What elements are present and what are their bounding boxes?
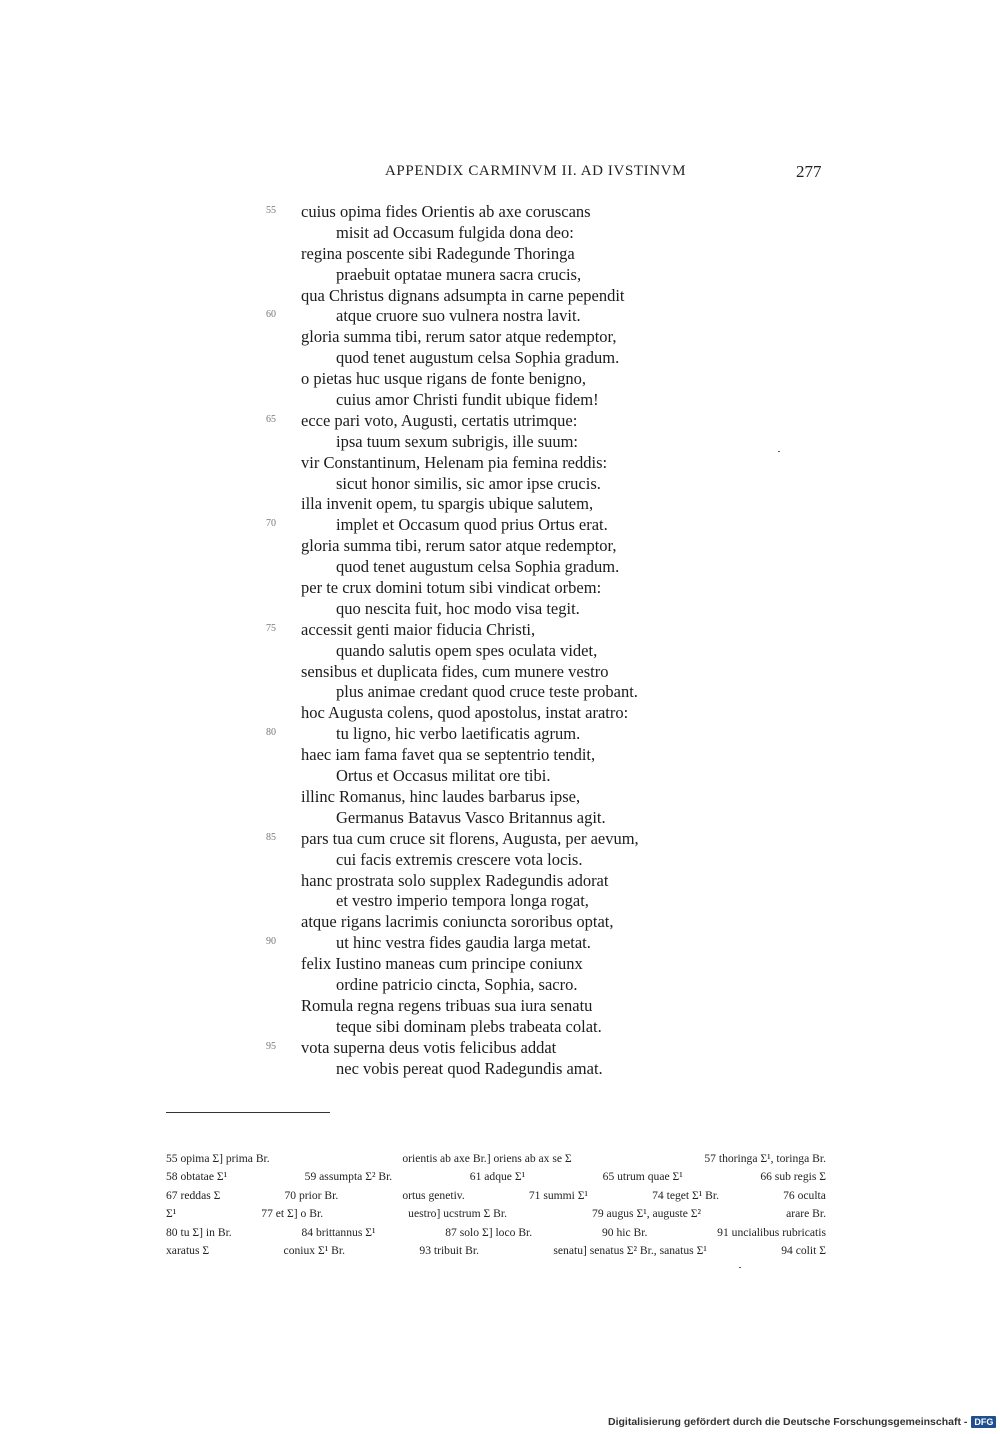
verse-text: vir Constantinum, Helenam pia femina reddis: [301, 452, 608, 472]
verse-text: gloria summa tibi, rerum sator atque redemptor, [301, 327, 617, 347]
verse-text: cuius opima fides Orientis ab axe coruscans [301, 202, 591, 221]
verse-line [0, 662, 1000, 683]
verse-line [0, 871, 1000, 892]
verse-text: plus animae credant quod cruce teste probant. [336, 682, 638, 702]
verse-line [0, 411, 1000, 432]
line-number: 65 [266, 413, 276, 425]
verse-line [0, 432, 1000, 453]
verse-line [0, 808, 1000, 829]
note-entry: 71 summi Σ¹ [528, 1188, 589, 1202]
scan-speck [778, 451, 780, 452]
verse-line [0, 453, 1000, 474]
verse-line [0, 954, 1000, 975]
note-entry: senatu] senatus Σ² Br., sanatus Σ¹ [553, 1243, 707, 1257]
verse-text: pars tua cum cruce sit florens, Augusta, per aevum, [301, 828, 639, 848]
note-entry: 67 reddas Σ [166, 1188, 221, 1202]
verse-line [0, 578, 1000, 599]
line-number: 85 [266, 831, 276, 843]
digitization-credit [608, 1415, 996, 1429]
note-entry: arare Br. [786, 1207, 826, 1221]
note-entry: 87 solo Σ] loco Br. [445, 1225, 533, 1239]
verse-text: quod tenet augustum celsa Sophia gradum. [336, 348, 620, 368]
verse-line [0, 996, 1000, 1017]
note-line [166, 1168, 826, 1186]
note-line [166, 1242, 826, 1260]
line-number: 55 [266, 205, 276, 216]
verse-text: ut hinc vestra fides gaudia larga metat. [336, 933, 591, 953]
verse-text: vota superna deus votis felicibus addat [301, 1037, 557, 1057]
note-entry: ortus genetiv. [402, 1188, 465, 1202]
verse-text: qua Christus dignans adsumpta in carne pependit [301, 285, 625, 305]
verse-text: quando salutis opem spes oculata videt, [336, 640, 598, 660]
verse-line [0, 474, 1000, 495]
verse-text: teque sibi dominam plebs trabeata colat. [336, 1016, 602, 1036]
verse-line [0, 390, 1000, 411]
verse-line [0, 703, 1000, 724]
verse-text: illinc Romanus, hinc laudes barbarus ipse, [301, 786, 581, 806]
scan-speck [739, 1267, 741, 1268]
verse-line [0, 1038, 1000, 1059]
verse-line [0, 515, 1000, 536]
verse-text: sensibus et duplicata fides, cum munere vestro [301, 661, 609, 681]
verse-text: praebuit optatae munera sacra crucis, [336, 264, 582, 284]
note-entry: 79 augus Σ¹, auguste Σ² [592, 1207, 702, 1221]
note-entry: 59 assumpta Σ² Br. [304, 1170, 393, 1184]
verse-text: atque cruore suo vulnera nostra lavit. [336, 306, 581, 326]
note-entry: orientis ab axe Br.] oriens ab ax se Σ [402, 1152, 572, 1165]
verse-line [0, 286, 1000, 307]
page-header [0, 163, 1000, 183]
note-entry: 91 uncialibus rubricatis [717, 1225, 826, 1239]
verse-text: cui facis extremis crescere vota locis. [336, 849, 583, 869]
note-line [166, 1205, 826, 1223]
verse-text: sicut honor similis, sic amor ipse crucis. [336, 473, 601, 493]
note-entry: 61 adque Σ¹ [469, 1170, 526, 1184]
page-number: 277 [796, 162, 822, 181]
note-entry: 93 tribuit Br. [419, 1243, 479, 1257]
verse-line [0, 682, 1000, 703]
note-entry: 77 et Σ] o Br. [261, 1207, 324, 1221]
note-entry: xaratus Σ [166, 1243, 210, 1257]
verse-text: quod tenet augustum celsa Sophia gradum. [336, 557, 620, 577]
verse-line [0, 787, 1000, 808]
note-entry: 76 oculta [783, 1188, 826, 1202]
verse-text: Romula regna regens tribuas sua iura senatu [301, 995, 593, 1015]
note-line [166, 1224, 826, 1242]
verse-text: nec vobis pereat quod Radegundis amat. [336, 1058, 603, 1078]
verse-text: Ortus et Occasus militat ore tibi. [336, 766, 551, 786]
running-head: APPENDIX CARMINVM II. AD IVSTINVM [385, 163, 687, 179]
verse-line [0, 933, 1000, 954]
footnote-rule [166, 1112, 330, 1113]
note-entry: 66 sub regis Σ [760, 1170, 826, 1184]
verse-text: atque rigans lacrimis coniuncta sororibus optat, [301, 912, 614, 932]
verse-line [0, 599, 1000, 620]
verse-line [0, 641, 1000, 662]
verse-line [0, 1017, 1000, 1038]
verse-text: misit ad Occasum fulgida dona deo: [336, 222, 574, 242]
verse-line [0, 850, 1000, 871]
line-number: 60 [266, 309, 276, 321]
note-entry: uestro] ucstrum Σ Br. [408, 1207, 507, 1221]
verse-text: regina poscente sibi Radegunde Thoringa [301, 243, 575, 263]
verse-line [0, 223, 1000, 244]
note-entry: 55 opima Σ] prima Br. [166, 1152, 270, 1165]
apparatus-criticus [166, 1150, 826, 1260]
verse-line [0, 912, 1000, 933]
verse-line [0, 1059, 1000, 1080]
verse-text: per te crux domini totum sibi vindicat orbem: [301, 578, 602, 598]
verse-text: tu ligno, hic verbo laetificatis agrum. [336, 724, 581, 744]
verse-line [0, 829, 1000, 850]
verse-line [0, 202, 1000, 223]
verse-line [0, 620, 1000, 641]
verse-line [0, 306, 1000, 327]
verse-line [0, 536, 1000, 557]
line-number: 80 [266, 727, 276, 739]
credit-text: Digitalisierung gefördert durch die Deutsche Forschungsgemeinschaft - [608, 1416, 968, 1428]
verse-line [0, 891, 1000, 912]
note-line [166, 1150, 826, 1168]
verse-text: quo nescita fuit, hoc modo visa tegit. [336, 598, 580, 618]
line-number: 95 [266, 1040, 276, 1052]
note-entry: 90 hic Br. [601, 1225, 648, 1239]
verse-text: accessit genti maior fiducia Christi, [301, 619, 536, 639]
verse-text: et vestro imperio tempora longa rogat, [336, 891, 589, 911]
verse-line [0, 557, 1000, 578]
verse-text: Germanus Batavus Vasco Britannus agit. [336, 807, 606, 827]
verse-text: o pietas huc usque rigans de fonte benigno, [301, 369, 587, 389]
verse-line [0, 745, 1000, 766]
note-entry: 94 colit Σ [781, 1243, 826, 1257]
verse-text: hoc Augusta colens, quod apostolus, instat aratro: [301, 703, 629, 723]
verse-line [0, 975, 1000, 996]
note-entry: Σ¹ [166, 1207, 177, 1221]
verse-text: illa invenit opem, tu spargis ubique salutem, [301, 494, 594, 514]
verse-line [0, 348, 1000, 369]
verse-text: cuius amor Christi fundit ubique fidem! [336, 390, 599, 410]
verse-text: implet et Occasum quod prius Ortus erat. [336, 515, 608, 535]
verse-text: ipsa tuum sexum subrigis, ille suum: [336, 431, 578, 451]
poem-text [0, 202, 1000, 1079]
verse-line [0, 327, 1000, 348]
dfg-logo: DFG [971, 1416, 996, 1428]
verse-text: gloria summa tibi, rerum sator atque redemptor, [301, 536, 617, 556]
verse-line [0, 265, 1000, 286]
line-number: 70 [266, 518, 276, 530]
note-entry: 80 tu Σ] in Br. [166, 1225, 232, 1239]
verse-line [0, 724, 1000, 745]
note-entry: 65 utrum quae Σ¹ [602, 1170, 683, 1184]
note-entry: 70 prior Br. [284, 1188, 339, 1202]
verse-line [0, 766, 1000, 787]
note-line [166, 1187, 826, 1205]
verse-text: haec iam fama favet qua se septentrio tendit, [301, 745, 596, 765]
line-number: 90 [266, 936, 276, 948]
note-entry: 74 teget Σ¹ Br. [652, 1188, 720, 1202]
verse-line [0, 369, 1000, 390]
note-entry: 58 obtatae Σ¹ [166, 1170, 228, 1184]
note-entry: coniux Σ¹ Br. [283, 1243, 345, 1257]
verse-line [0, 494, 1000, 515]
note-entry: 84 brittannus Σ¹ [301, 1225, 376, 1239]
line-number: 75 [266, 622, 276, 634]
verse-text: ecce pari voto, Augusti, certatis utrimque: [301, 410, 578, 430]
verse-text: hanc prostrata solo supplex Radegundis adorat [301, 870, 609, 890]
verse-line [0, 244, 1000, 265]
verse-text: ordine patricio cincta, Sophia, sacro. [336, 974, 578, 994]
note-entry: 57 thoringa Σ¹, toringa Br. [704, 1152, 826, 1165]
verse-text: felix Iustino maneas cum principe coniunx [301, 954, 583, 974]
